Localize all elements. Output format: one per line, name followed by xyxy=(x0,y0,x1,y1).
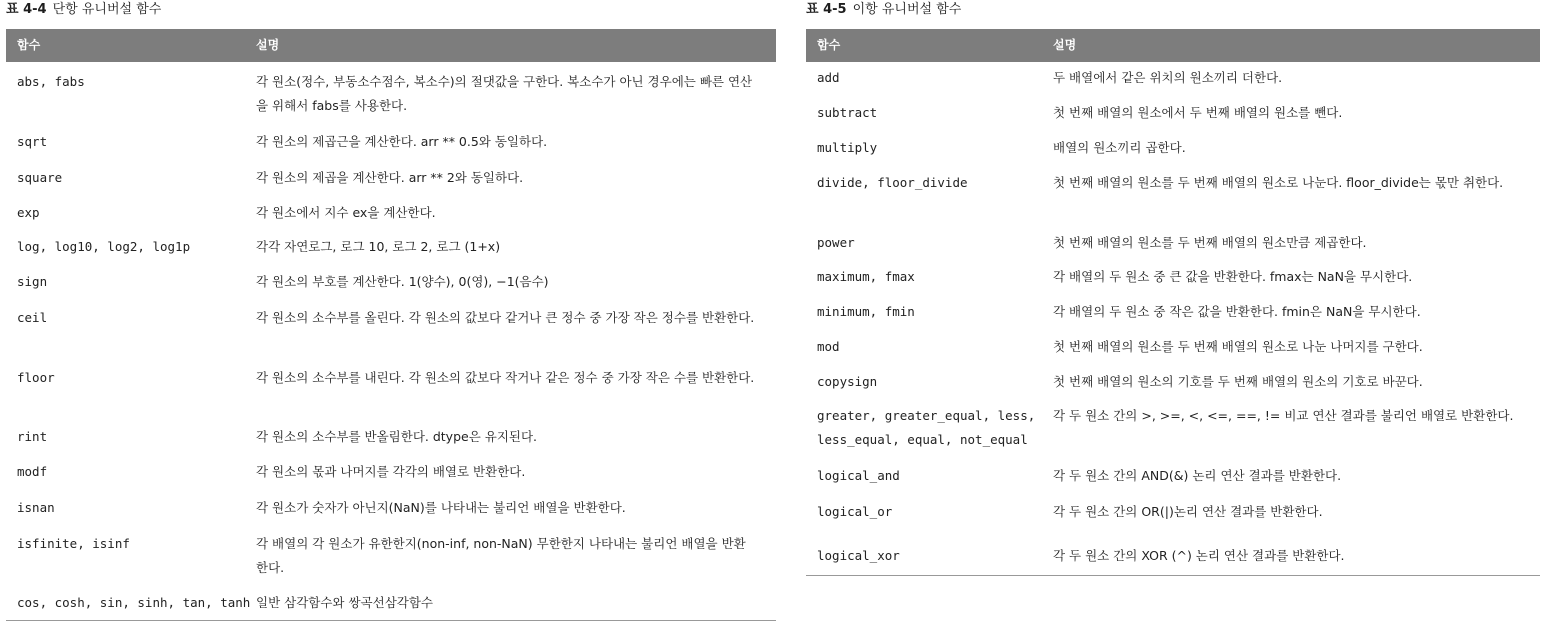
function-name: mod xyxy=(817,339,840,354)
header-function: 함수 xyxy=(817,38,841,52)
function-description: 각 원소의 몫과 나머지를 각각의 배열로 반환한다. xyxy=(256,464,526,479)
function-name: isnan xyxy=(17,500,55,515)
function-description: 각 원소의 소수부를 올린다. 각 원소의 값보다 같거나 큰 정수 중 가장 작은 정수를 반환한다. xyxy=(256,310,755,325)
table-header xyxy=(806,29,1540,62)
function-description: 각 원소가 숫자가 아닌지(NaN)를 나타내는 불리언 배열을 반환한다. xyxy=(256,500,626,515)
function-description: 각 배열의 두 원소 중 작은 값을 반환한다. fmin은 NaN을 무시한다. xyxy=(1053,304,1421,319)
function-description: 각 원소(정수, 부동소수점수, 복소수)의 절댓값을 구한다. 복소수가 아닌 경우에는 빠른 연산을 위해서 fabs를 사용한다. xyxy=(256,74,753,113)
function-description: 각 배열의 각 원소가 유한한지(non-inf, non-NaN) 무한한지 나타내는 불리언 배열을 반환한다. xyxy=(256,536,746,575)
function-description: 각 원소에서 지수 ex을 계산한다. xyxy=(256,205,436,220)
function-name: subtract xyxy=(817,105,878,120)
function-description: 각 원소의 소수부를 내린다. 각 원소의 값보다 작거나 같은 정수 중 가장 작은 수를 반환한다. xyxy=(256,370,755,385)
function-name: exp xyxy=(17,205,40,220)
function-name: logical_or xyxy=(817,504,893,519)
binary-ufunc-table xyxy=(806,0,1540,563)
function-name: rint xyxy=(17,429,48,444)
function-name: sign xyxy=(17,274,48,289)
function-description: 각 원소의 제곱근을 계산한다. arr ** 0.5와 동일하다. xyxy=(256,134,548,149)
function-name: copysign xyxy=(817,374,878,389)
function-name: ceil xyxy=(17,310,48,325)
caption-number: 표 4-4 xyxy=(6,2,47,17)
header-description: 설명 xyxy=(1053,38,1077,52)
function-name: greater, greater_equal, less, less_equal, equal, not_equal xyxy=(817,408,1036,447)
function-name: sqrt xyxy=(17,134,48,149)
caption-number: 표 4-5 xyxy=(806,2,847,17)
function-name: logical_and xyxy=(817,468,900,483)
function-name: isfinite, isinf xyxy=(17,536,130,551)
function-description: 첫 번째 배열의 원소를 두 번째 배열의 원소만큼 제곱한다. xyxy=(1053,235,1367,250)
table-bottom-rule xyxy=(6,620,776,621)
table-header xyxy=(6,29,776,62)
function-name: maximum, fmax xyxy=(817,269,915,284)
function-description: 각 원소의 제곱을 계산한다. arr ** 2와 동일하다. xyxy=(256,170,524,185)
function-name: abs, fabs xyxy=(17,74,85,89)
function-name: floor xyxy=(17,370,55,385)
function-description: 각 두 원소 간의 >, >=, <, <=, ==, != 비교 연산 결과를 불리언 배열로 반환한다. xyxy=(1053,408,1514,423)
unary-ufunc-table xyxy=(6,0,776,610)
function-description: 일반 삼각함수와 쌍곡선삼각함수 xyxy=(256,595,433,610)
function-name: minimum, fmin xyxy=(817,304,915,319)
header-function: 함수 xyxy=(17,38,41,52)
table-caption xyxy=(806,0,1540,26)
function-description: 각 배열의 두 원소 중 큰 값을 반환한다. fmax는 NaN을 무시한다. xyxy=(1053,269,1413,284)
function-description: 각 원소의 부호를 계산한다. 1(양수), 0(영), −1(음수) xyxy=(256,274,549,289)
function-description: 각 두 원소 간의 OR(|)논리 연산 결과를 반환한다. xyxy=(1053,504,1323,519)
function-description: 배열의 원소끼리 곱한다. xyxy=(1053,140,1186,155)
table-caption xyxy=(6,0,776,26)
function-name: logical_xor xyxy=(817,548,900,563)
function-description: 두 배열에서 같은 위치의 원소끼리 더한다. xyxy=(1053,70,1283,85)
function-name: add xyxy=(817,70,840,85)
function-name: modf xyxy=(17,464,48,479)
function-description: 각 두 원소 간의 AND(&) 논리 연산 결과를 반환한다. xyxy=(1053,468,1342,483)
function-name: square xyxy=(17,170,63,185)
function-name: divide, floor_divide xyxy=(817,175,968,190)
function-description: 각 두 원소 간의 XOR (^) 논리 연산 결과를 반환한다. xyxy=(1053,548,1345,563)
caption-title: 이항 유니버설 함수 xyxy=(852,2,962,17)
table-bottom-rule xyxy=(806,575,1540,576)
function-name: multiply xyxy=(817,140,878,155)
caption-title: 단항 유니버설 함수 xyxy=(52,2,162,17)
function-description: 첫 번째 배열의 원소의 기호를 두 번째 배열의 원소의 기호로 바꾼다. xyxy=(1053,374,1423,389)
function-description: 첫 번째 배열의 원소에서 두 번째 배열의 원소를 뺀다. xyxy=(1053,105,1343,120)
function-name: log, log10, log2, log1p xyxy=(17,239,191,254)
function-description: 첫 번째 배열의 원소를 두 번째 배열의 원소로 나눈다. floor_divide는 몫만 취한다. xyxy=(1053,175,1504,190)
function-name: cos, cosh, sin, sinh, tan, tanh xyxy=(17,595,251,610)
function-name: power xyxy=(817,235,855,250)
function-description: 각 원소의 소수부를 반올림한다. dtype은 유지된다. xyxy=(256,429,538,444)
function-description: 각각 자연로그, 로그 10, 로그 2, 로그 (1+x) xyxy=(256,239,501,254)
header-description: 설명 xyxy=(256,38,280,52)
function-description: 첫 번째 배열의 원소를 두 번째 배열의 원소로 나눈 나머지를 구한다. xyxy=(1053,339,1423,354)
